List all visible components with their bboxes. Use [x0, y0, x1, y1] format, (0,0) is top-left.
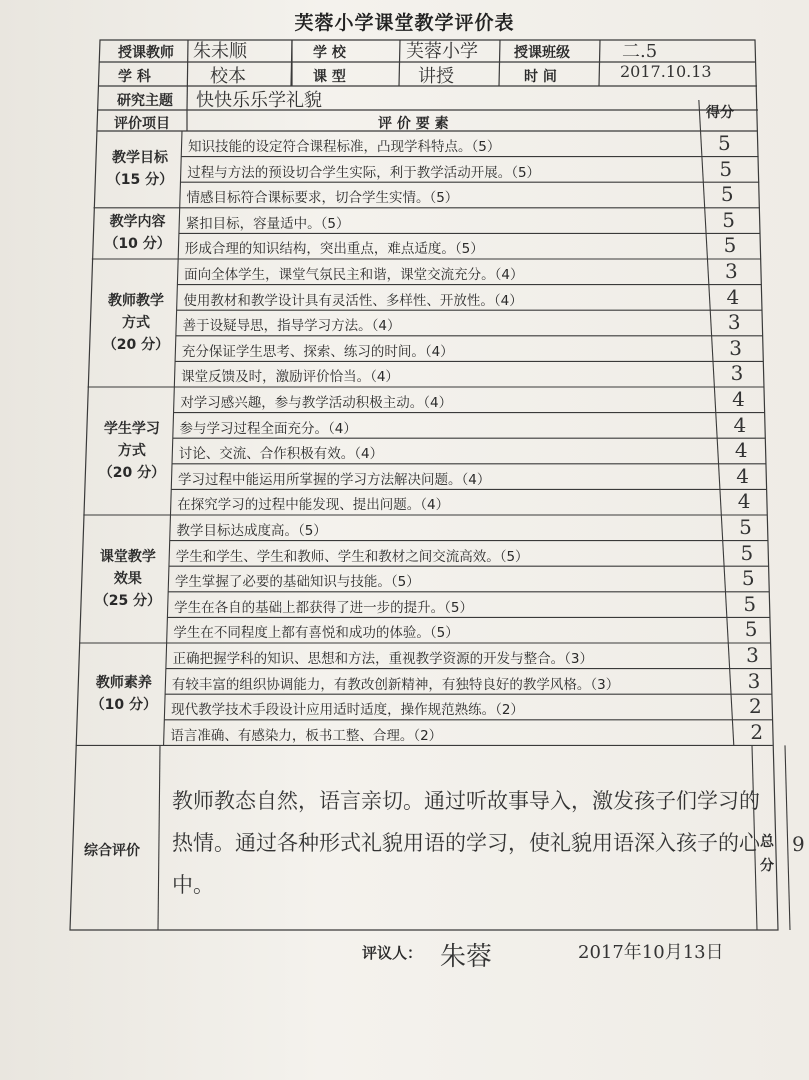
- type-value: 讲授: [418, 66, 454, 87]
- criteria-row-text: 讨论、交流、合作积极有效。（4）: [178, 446, 384, 463]
- section-category-label: 教师素养 （10 分）: [90, 675, 158, 714]
- section-category-label: 教学内容 （10 分）: [104, 214, 171, 253]
- criteria-row-text: 善于设疑导思，指导学习方法。（4）: [182, 318, 401, 335]
- form-title: 芙蓉小学课堂教学评价表: [294, 12, 515, 34]
- criteria-row-text: 对学习感兴趣，参与教学活动积极主动。（4）: [180, 395, 453, 411]
- section-category-label: 课堂教学 效果 （25 分）: [94, 549, 162, 609]
- column-criteria-header: 评 价 要 素: [378, 116, 449, 132]
- criteria-row-score: 3: [746, 643, 759, 667]
- criteria-row-text: 正确把握学科的知识、思想和方法，重视教学资源的开发与整合。（3）: [172, 651, 593, 667]
- criteria-row-text: 面向全体学生，课堂气氛民主和谐，课堂交流充分。（4）: [184, 267, 524, 283]
- criteria-row-score: 4: [732, 387, 745, 411]
- section-category-label: 学生学习 方式 （20 分）: [98, 421, 166, 481]
- criteria-row-score: 5: [744, 617, 758, 642]
- criteria-row-text: 在探究学习的过程中能发现、提出问题。（4）: [177, 497, 450, 514]
- type-label: 课 型: [313, 69, 346, 85]
- school-label: 学 校: [313, 45, 346, 61]
- summary-label: 综合评价: [84, 843, 140, 859]
- criteria-row-text: 语言准确、有感染力，板书工整、合理。（2）: [170, 727, 443, 744]
- criteria-row-score: 2: [750, 719, 764, 744]
- criteria-row-score: 4: [726, 284, 740, 309]
- total-score: 9: [792, 832, 805, 856]
- school-value: 芙蓉小学: [406, 41, 478, 62]
- criteria-row-text: 课堂反馈及时，激励评价恰当。（4）: [181, 369, 399, 386]
- reviewer-signature: 朱蓉: [440, 942, 493, 972]
- criteria-row-score: 5: [719, 156, 733, 181]
- criteria-row-score: 5: [720, 182, 734, 207]
- criteria-row-text: 知识技能的设定符合课程标准，凸现学科特点。（5）: [188, 139, 501, 155]
- criteria-row-text: 参与学习过程全面充分。（4）: [179, 420, 357, 437]
- time-label: 时 间: [524, 69, 557, 85]
- teacher-value: 朱未顺: [193, 41, 247, 62]
- criteria-row-score: 5: [722, 207, 735, 232]
- subject-label: 学 科: [118, 69, 151, 85]
- section-category-label: 教师教学 方式 （20 分）: [102, 293, 170, 353]
- class-label: 授课班级: [514, 45, 570, 61]
- criteria-row-score: 2: [748, 694, 762, 719]
- criteria-row-score: 5: [723, 233, 737, 258]
- topic-label: 研究主题: [117, 93, 173, 109]
- teacher-label: 授课教师: [118, 45, 174, 61]
- criteria-row-score: 5: [743, 591, 757, 616]
- criteria-row-text: 学生在不同程度上都有喜悦和成功的体验。（5）: [173, 625, 459, 642]
- reviewer-label: 评议人：: [362, 944, 423, 962]
- criteria-row-text: 情感目标符合课标要求，切合学生实情。（5）: [186, 190, 459, 207]
- class-value: 二.5: [622, 41, 658, 62]
- criteria-row-score: 3: [729, 335, 742, 360]
- criteria-row-score: 5: [718, 131, 731, 155]
- topic-value: 快快乐乐学礼貌: [196, 90, 322, 111]
- criteria-row-score: 3: [727, 310, 741, 335]
- criteria-row-text: 学生掌握了必要的基础知识与技能。（5）: [174, 574, 420, 591]
- criteria-row-score: 4: [734, 438, 748, 463]
- criteria-row-text: 现代教学技术手段设计应用适时适度，操作规范熟练。（2）: [171, 702, 524, 719]
- criteria-row-text: 过程与方法的预设切合学生实际，利于教学活动开展。（5）: [187, 164, 541, 181]
- criteria-row-score: 3: [730, 361, 744, 386]
- criteria-row-text: 学生和学生、学生和教师、学生和教材之间交流高效。（5）: [175, 548, 529, 565]
- subject-value: 校本: [210, 66, 246, 87]
- criteria-row-text: 使用教材和教学设计具有灵活性、多样性、开放性。（4）: [183, 292, 523, 309]
- criteria-row-score: 3: [747, 668, 761, 693]
- section-category-label: 教学目标 （15 分）: [106, 150, 174, 189]
- criteria-row-text: 学习过程中能运用所掌握的学习方法解决问题。（4）: [178, 471, 491, 488]
- criteria-row-text: 有较丰富的组织协调能力，有教改创新精神，有独特良好的教学风格。（3）: [171, 676, 620, 693]
- criteria-row-text: 紧扣目标，容量适中。（5）: [185, 215, 350, 232]
- criteria-row-score: 4: [736, 463, 750, 488]
- column-item-header: 评价项目: [114, 116, 170, 132]
- criteria-row-text: 教学目标达成度高。（5）: [176, 523, 327, 539]
- criteria-row-score: 5: [739, 515, 752, 539]
- review-date: 2017年10月13日: [578, 942, 724, 963]
- criteria-row-text: 学生在各自的基础上都获得了进一步的提升。（5）: [174, 599, 474, 616]
- total-label: 总分: [760, 834, 774, 874]
- criteria-row-text: 形成合理的知识结构，突出重点，难点适度。（5）: [184, 241, 484, 258]
- criteria-row-score: 5: [741, 566, 755, 591]
- column-score-header: 得分: [706, 105, 734, 121]
- criteria-row-score: 3: [725, 259, 738, 283]
- time-value: 2017.10.13: [620, 62, 712, 81]
- criteria-row-score: 4: [733, 412, 747, 437]
- criteria-row-text: 充分保证学生思考、探索、练习的时间。（4）: [181, 343, 454, 360]
- summary-comment: 教师教态自然，语言亲切。通过听故事导入，激发孩子们学习的热情。通过各种形式礼貌用语的学习，使礼貌用语深入孩子的心中。: [172, 789, 760, 897]
- criteria-row-score: 5: [740, 540, 754, 565]
- criteria-row-score: 4: [737, 489, 751, 514]
